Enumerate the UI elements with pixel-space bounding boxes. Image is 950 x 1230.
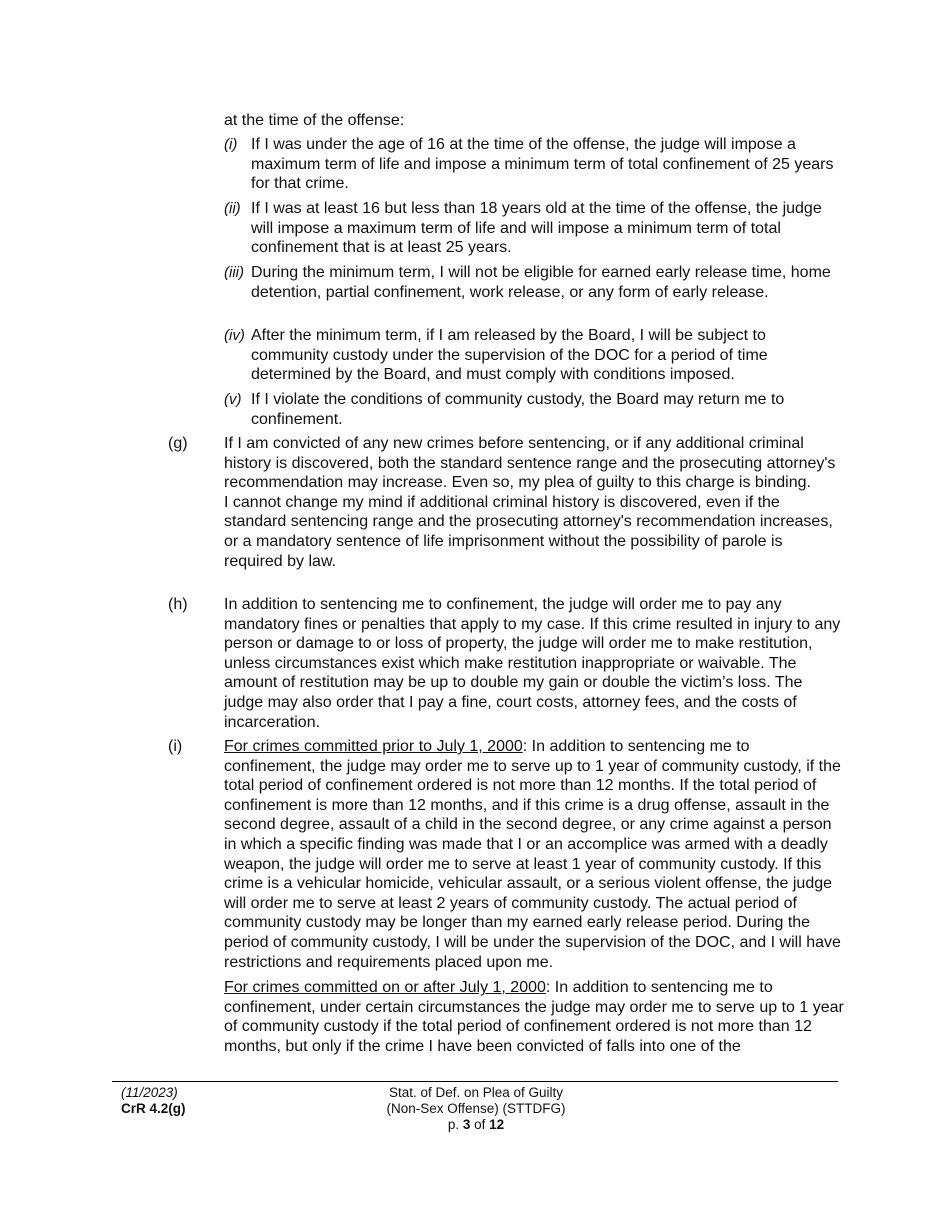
page-number: p. 3 of 12	[447, 1117, 505, 1132]
subitem-i	[224, 135, 844, 194]
paragraph-letter: (i)	[168, 738, 183, 755]
paragraph-g	[168, 434, 844, 571]
section-heading: For crimes committed prior to July 1, 2000	[224, 738, 523, 755]
paragraph-text	[224, 737, 844, 972]
subitem-iii	[224, 263, 844, 302]
paragraph-letter: (h)	[168, 596, 188, 613]
subitem-v	[224, 390, 844, 429]
paragraph-text: I cannot change my mind if additional criminal history is discovered, even if the standard sentencing range and the prosecuting attorney's recommendation increases, or a mandatory sentence of life imprisonment without the possibility of parole is required by law.	[224, 493, 833, 570]
subitem-iv	[224, 326, 844, 385]
subitem-text: During the minimum term, I will not be eligible for earned early release time, home detention, partial confinement, work release, or any form of early release.	[251, 264, 831, 301]
section-text: : In addition to sentencing me to confinement, the judge may order me to serve up to 1 year of community custody, if the total period of confinement ordered is not more than 12 months. If the total period of confinement is more than 12 months, and if this crime is a drug offense, assault in the second degree, assault of a child in the second degree, or any crime against a person in which a specific finding was made that I or an accomplice was armed with a deadly weapon, the judge will order me to serve at least 1 year of community custody. If this crime is a vehicular homicide, vehicular assault, or a serious violent offense, the judge will order me to serve at least 2 years of community custody. The actual period of community custody may be longer than my earned early release period. During the period of community custody, I will be under the supervision of the DOC, and I will have restrictions and requirements placed upon me.	[224, 738, 841, 971]
subitem-ii	[224, 199, 844, 258]
subitem-number: (iv)	[224, 327, 245, 344]
subitem-number: (v)	[224, 391, 242, 408]
subitem-number: (iii)	[224, 264, 244, 281]
subitem-text: After the minimum term, if I am released by the Board, I will be subject to community custody under the supervision of the DOC for a period of time determined by the Board, and must comply with conditions imposed.	[251, 327, 768, 384]
subitem-text: If I was at least 16 but less than 18 years old at the time of the offense, the judge will impose a maximum term of life and will impose a minimum term of total confinement that is at least 25 years.	[251, 200, 822, 257]
subitem-text: If I violate the conditions of community custody, the Board may return me to confinement.	[251, 391, 785, 428]
court-rule: CrR 4.2(g)	[121, 1101, 186, 1116]
paragraph-text	[224, 978, 844, 1056]
subitem-text: If I was under the age of 16 at the time of the offense, the judge will impose a maximum term of life and impose a minimum term of total confinement of 25 years for that crime.	[251, 136, 834, 193]
footer-title	[326, 1085, 626, 1133]
paragraph-text: If I am convicted of any new crimes before sentencing, or if any additional criminal history is discovered, both the standard sentence range and the prosecuting attorney's recommendation may increase. Even so, my plea of guilty to this charge is binding.	[224, 435, 836, 492]
section-heading: For crimes committed on or after July 1, 2000	[224, 979, 546, 997]
paragraph-h	[168, 595, 844, 732]
lead-text: at the time of the offense:	[224, 112, 405, 129]
paragraph-letter: (g)	[168, 435, 188, 452]
subitem-number: (i)	[224, 136, 238, 153]
form-title-line: (Non-Sex Offense) (STTDFG)	[386, 1101, 566, 1116]
paragraph-i	[168, 737, 844, 1057]
paragraph-text: In addition to sentencing me to confinement, the judge will order me to pay any mandatory fines or penalties that apply to my case. If this crime resulted in injury to any person or damage to or loss of property, the judge will order me to make restitution, unless circumstances exist which make restitution inappropriate or waivable. The amount of restitution may be up to double my gain or double the victim’s loss. The judge may also order that I pay a fine, court costs, attorney fees, and the costs of incarceration.	[224, 596, 841, 731]
form-revision-date: (11/2023)	[121, 1085, 178, 1100]
subitem-number: (ii)	[224, 200, 241, 217]
footer-form-id	[121, 1085, 186, 1117]
section-text: : In addition to sentencing me to confinement, under certain circumstances the judge may order me to serve up to 1 year of community custody if the total period of confinement ordered is not more than 12 months, but only if the crime I have been convicted of falls into one of the	[224, 979, 844, 1055]
footer-divider	[112, 1081, 838, 1082]
form-title-line: Stat. of Def. on Plea of Guilty	[388, 1085, 564, 1100]
